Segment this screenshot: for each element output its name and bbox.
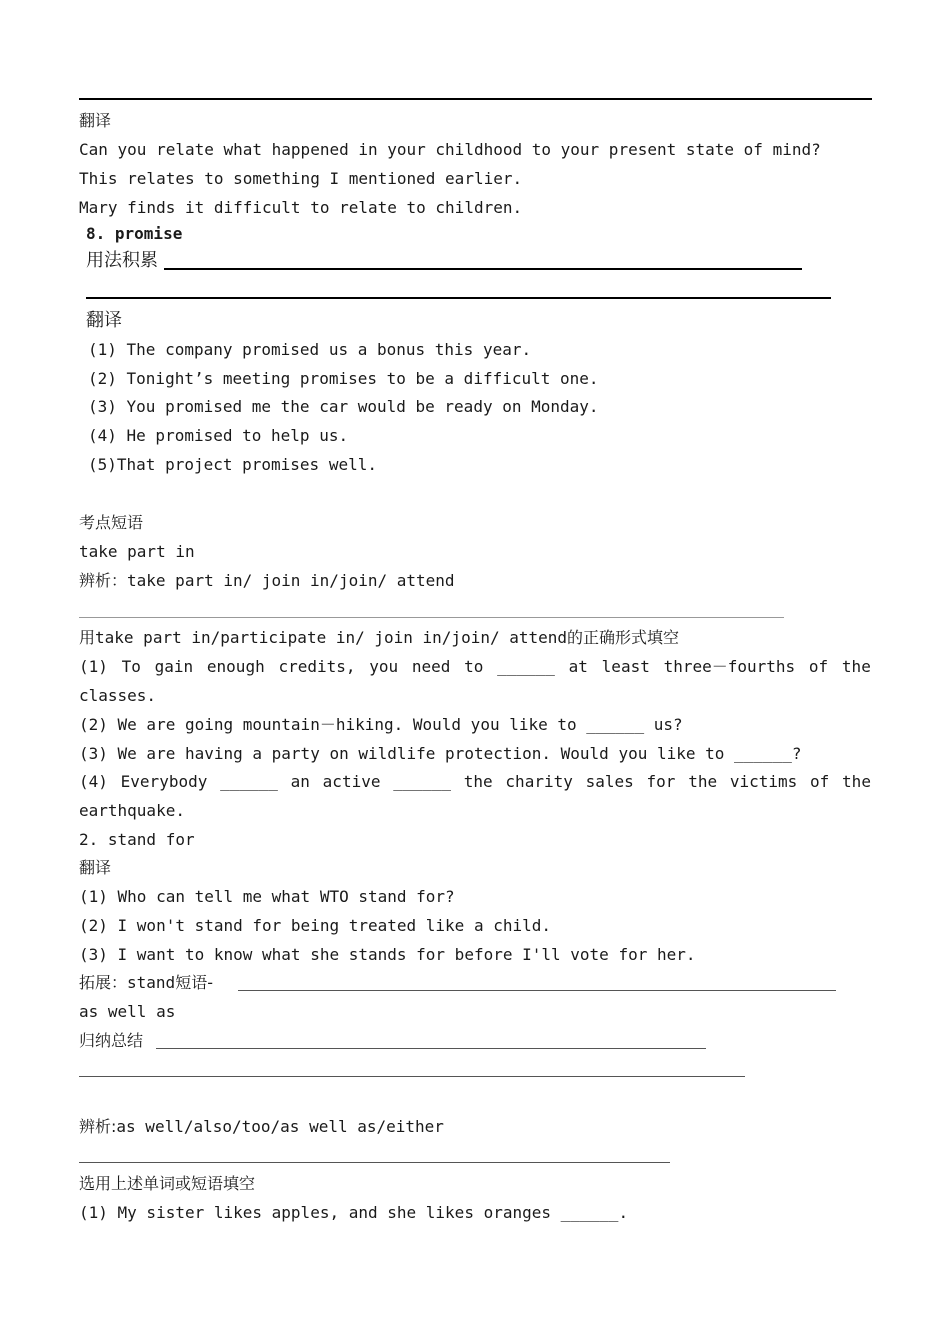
usage-blank-line xyxy=(164,268,802,270)
analysis-answer-line xyxy=(79,617,784,618)
extend-text: stand xyxy=(127,973,176,992)
q4-blank[interactable]: ______ xyxy=(220,772,278,791)
analysis-line xyxy=(79,571,455,591)
promise-sentence-5: (5)That project promises well. xyxy=(88,455,377,474)
extend-tail: 短语- xyxy=(175,973,213,992)
q1-word: three－fourths xyxy=(663,657,796,676)
q1-word: least xyxy=(601,657,650,676)
q1-word: credits, xyxy=(278,657,356,676)
question-1-cont: classes. xyxy=(79,686,157,705)
analysis-text: take part in/ join in/join/ attend xyxy=(127,571,455,590)
q4-word: of xyxy=(810,772,830,791)
phrase-as-well-as: as well as xyxy=(79,1002,176,1021)
q4-word: charity xyxy=(505,772,573,791)
analysis-label: 辨析： xyxy=(79,571,128,590)
usage-label: 用法积累 xyxy=(86,250,158,271)
q4-blank[interactable]: ______ xyxy=(393,772,452,791)
fill2-question-1: (1) My sister likes apples, and she likes oranges ______. xyxy=(79,1203,629,1222)
promise-heading: 8. promise xyxy=(86,224,183,243)
q1-word: need xyxy=(411,657,451,676)
question-4-cont: earthquake. xyxy=(79,801,185,820)
question-3: (3) We are having a party on wildlife protection. Would you like to ______? xyxy=(79,744,802,763)
promise-translate-label: 翻译 xyxy=(86,310,122,331)
q1-word: enough xyxy=(206,657,265,676)
analysis2-answer-line xyxy=(79,1162,670,1163)
q1-word: the xyxy=(841,657,871,676)
q4-word: Everybody xyxy=(120,772,208,791)
top-rule xyxy=(79,98,872,100)
analysis2-label: 辨析: xyxy=(79,1117,117,1136)
q1-word: you xyxy=(369,657,399,676)
q4-word: the xyxy=(463,772,493,791)
phrase-stand-for: 2. stand for xyxy=(79,830,195,849)
analysis2-text: as well/also/too/as well as/either xyxy=(116,1117,444,1136)
summary-label: 归纳总结 xyxy=(79,1031,144,1050)
q4-word: for xyxy=(646,772,676,791)
promise-sentence-4: (4) He promised to help us. xyxy=(88,426,349,445)
relate-sentence-1: Can you relate what happened in your childhood to your present state of mind? xyxy=(79,140,821,159)
q1-word: to xyxy=(464,657,484,676)
stand-sentence-1: (1) Who can tell me what WTO stand for? xyxy=(79,887,455,906)
promise-sentence-3: (3) You promised me the car would be ready on Monday. xyxy=(88,397,599,416)
usage-blank-line-2 xyxy=(86,297,831,299)
stand-translate-label: 翻译 xyxy=(79,858,112,877)
q1-blank[interactable]: ______ xyxy=(497,657,555,676)
q1-word: at xyxy=(568,657,588,676)
q1-word: (1) xyxy=(79,657,108,676)
q4-word: victims xyxy=(729,772,798,791)
extend-line xyxy=(79,973,213,993)
q1-word: gain xyxy=(154,657,194,676)
q1-word: of xyxy=(808,657,829,676)
fill-instruction xyxy=(79,628,679,648)
q1-word: To xyxy=(121,657,141,676)
question-1 xyxy=(79,657,871,677)
promise-sentence-2: (2) Tonight’s meeting promises to be a difficult one. xyxy=(88,369,599,388)
analysis2-line xyxy=(79,1117,444,1137)
stand-sentence-3: (3) I want to know what she stands for before I'll vote for her. xyxy=(79,945,696,964)
fill-instruction-tail: 的正确形式填空 xyxy=(567,628,680,647)
translate-label: 翻译 xyxy=(79,111,112,130)
stand-sentence-2: (2) I won't stand for being treated like a child. xyxy=(79,916,552,935)
q4-word: sales xyxy=(585,772,634,791)
phrase-take-part-in: take part in xyxy=(79,542,195,561)
question-2: (2) We are going mountain－hiking. Would you like to ______ us? xyxy=(79,715,683,734)
phrases-title: 考点短语 xyxy=(79,513,144,532)
q4-word: the xyxy=(842,772,871,791)
summary-answer-line-2 xyxy=(79,1076,745,1077)
promise-sentence-1: (1) The company promised us a bonus this year. xyxy=(88,340,532,359)
fill-instruction-words: take part in/participate in/ join in/join/ attend xyxy=(95,628,568,647)
fill2-instruction: 选用上述单词或短语填空 xyxy=(79,1174,256,1193)
question-4 xyxy=(79,772,871,792)
q4-word: active xyxy=(322,772,381,791)
q4-word: an xyxy=(290,772,310,791)
relate-sentence-3: Mary finds it difficult to relate to children. xyxy=(79,198,523,217)
q4-word: the xyxy=(688,772,718,791)
extend-answer-line xyxy=(238,990,836,991)
q4-word: (4) xyxy=(79,772,108,791)
relate-sentence-2: This relates to something I mentioned earlier. xyxy=(79,169,523,188)
extend-label: 拓展： xyxy=(79,973,128,992)
summary-answer-line xyxy=(156,1048,706,1049)
fill-instruction-cn: 用 xyxy=(79,628,96,647)
